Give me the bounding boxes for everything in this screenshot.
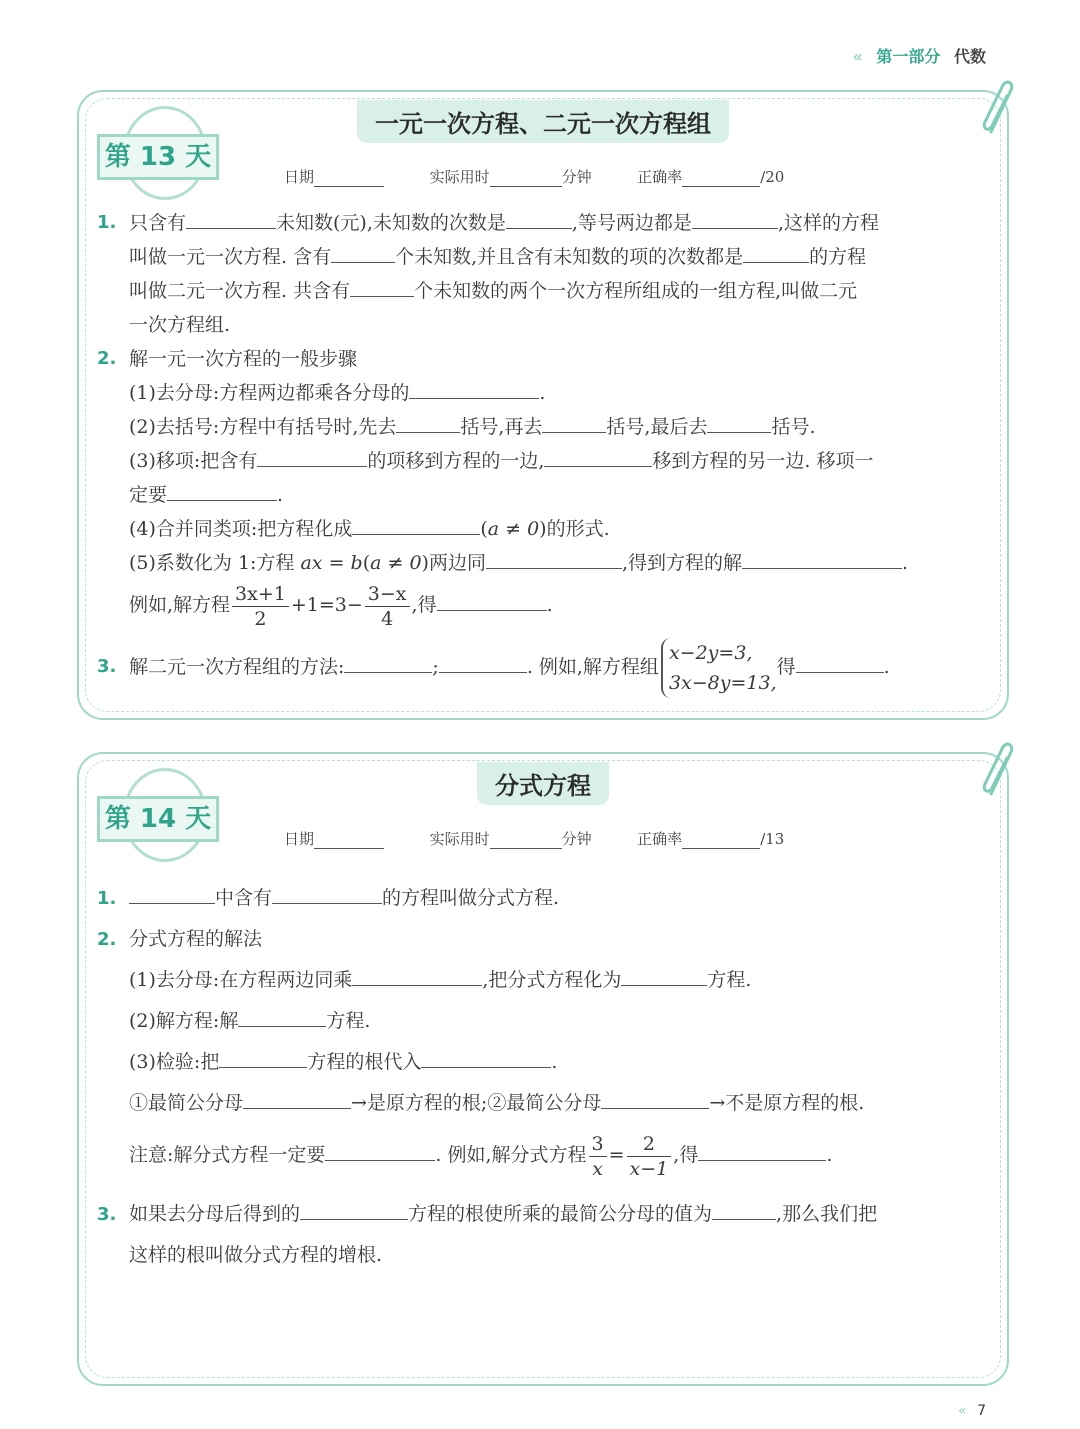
time-label: 实际用时 — [429, 830, 490, 848]
text: 方程的根使所乘的最简公分母的值为 — [408, 1203, 713, 1225]
date-label: 日期 — [284, 830, 315, 848]
blank[interactable] — [352, 963, 482, 986]
text: 的方程 — [809, 246, 867, 268]
text: (3)移项:把含有 — [129, 450, 258, 472]
day-13-card — [77, 90, 1009, 720]
example-line — [129, 580, 987, 630]
text: ( — [362, 552, 371, 574]
day-badge — [97, 762, 237, 874]
text: (2)去括号:方程中有括号时,先去 — [129, 416, 397, 438]
page-header — [852, 44, 986, 67]
text: 括号,最后去 — [606, 416, 708, 438]
blank[interactable] — [331, 240, 395, 263]
day-badge-label: 第 14 天 — [97, 796, 219, 842]
text: 移到方程的另一边. 移项一 — [652, 450, 874, 472]
text: →不是原方程的根. — [709, 1092, 865, 1114]
text: 括号. — [771, 416, 816, 438]
text: 注意:解分式方程一定要 — [129, 1144, 326, 1166]
text: )两边同 — [421, 552, 486, 574]
date-field[interactable] — [314, 832, 384, 849]
text: . — [902, 552, 909, 574]
equation-system — [661, 638, 777, 698]
text: 方程的根代入 — [307, 1051, 422, 1073]
time-field[interactable] — [490, 832, 562, 849]
accuracy-field[interactable] — [682, 170, 760, 187]
question-1 — [97, 206, 987, 342]
day-badge — [97, 100, 237, 212]
blank[interactable] — [257, 444, 367, 467]
text: ,把分式方程化为 — [482, 969, 622, 991]
meta-row — [284, 166, 784, 187]
question-3 — [97, 1194, 987, 1276]
accuracy-label: 正确率 — [637, 168, 683, 186]
text: (1)去分母:方程两边都乘各分母的 — [129, 382, 410, 404]
chevron-left-icon: « — [958, 1403, 967, 1419]
blank[interactable] — [712, 1197, 776, 1220]
page-title: 一元一次方程、二元一次方程组 — [357, 100, 729, 143]
blank[interactable] — [621, 963, 707, 986]
text: ①最简公分母 — [129, 1092, 244, 1114]
question-number: 1. — [97, 888, 117, 909]
paperclip-icon — [977, 76, 1021, 140]
part-label: 第一部分 — [876, 47, 941, 66]
text: 个未知数的两个一次方程所组成的一组方程,叫做二元 — [414, 280, 858, 302]
denominator: 2 — [254, 607, 267, 630]
text: 只含有 — [129, 212, 187, 234]
text: 这样的根叫做分式方程的增根. — [129, 1244, 383, 1266]
page-footer — [958, 1403, 986, 1419]
text: (3)检验:把 — [129, 1051, 220, 1073]
blank[interactable] — [486, 546, 622, 569]
blank[interactable] — [219, 1045, 307, 1068]
fraction — [365, 582, 410, 631]
text: (5)系数化为 1:方程 — [129, 552, 301, 574]
accuracy-total: /20 — [760, 168, 785, 186]
question-number: 3. — [97, 656, 117, 677]
text: 个未知数,并且含有未知数的项的次数都是 — [395, 246, 744, 268]
question-3 — [97, 636, 987, 698]
numerator: 2 — [627, 1132, 672, 1157]
blank[interactable] — [300, 1197, 408, 1220]
text: 括号,再去 — [460, 416, 543, 438]
section-label: 代数 — [953, 47, 986, 66]
text: . — [546, 594, 553, 616]
chevron-left-icon: « — [852, 47, 863, 66]
denominator: x−1 — [629, 1157, 669, 1180]
text: . — [826, 1144, 833, 1166]
blank[interactable] — [272, 881, 382, 904]
text: ( — [480, 518, 488, 540]
denominator: x — [592, 1157, 603, 1180]
blank[interactable] — [707, 410, 771, 433]
text: ,得 — [411, 594, 437, 616]
equation: 3x−8y=13, — [668, 672, 777, 694]
text: 一次方程组. — [129, 314, 231, 336]
question-number: 3. — [97, 1204, 117, 1225]
math: +1=3− — [290, 594, 363, 616]
fraction — [627, 1132, 672, 1181]
meta-row — [284, 828, 784, 849]
text: ,得 — [673, 1144, 699, 1166]
text: →是原方程的根;②最简公分母 — [351, 1092, 602, 1114]
math: a ≠ 0 — [370, 552, 422, 574]
blank[interactable] — [601, 1086, 709, 1109]
text: ,这样的方程 — [777, 212, 879, 234]
text: 例如,解方程 — [129, 594, 231, 616]
text: 叫做一元一次方程. 含有 — [129, 246, 332, 268]
page-title: 分式方程 — [477, 762, 609, 805]
text: . — [277, 484, 284, 506]
text: 得 — [776, 656, 796, 678]
blank[interactable] — [796, 650, 884, 673]
question-title: 分式方程的解法 — [129, 928, 263, 950]
text: 的方程叫做分式方程. — [382, 887, 560, 909]
math: ax = b — [300, 552, 363, 574]
blank[interactable] — [421, 1045, 551, 1068]
question-number: 2. — [97, 348, 117, 369]
blank[interactable] — [742, 546, 902, 569]
question-title: 解一元一次方程的一般步骤 — [129, 348, 358, 370]
blank[interactable] — [352, 512, 480, 535]
blank[interactable] — [544, 444, 652, 467]
blank[interactable] — [243, 1086, 351, 1109]
text: ,得到方程的解 — [621, 552, 743, 574]
note-line — [129, 1124, 987, 1186]
text: . — [551, 1051, 558, 1073]
day-14-card — [77, 752, 1009, 1386]
text: 未知数(元),未知数的次数是 — [276, 212, 506, 234]
time-label: 实际用时 — [429, 168, 490, 186]
question-1 — [97, 878, 987, 919]
blank[interactable] — [350, 274, 414, 297]
blank[interactable] — [238, 1004, 326, 1027]
blank[interactable] — [743, 240, 809, 263]
blank[interactable] — [325, 1138, 435, 1161]
text: 如果去分母后得到的 — [129, 1203, 301, 1225]
text: ; — [432, 656, 439, 678]
text: ,等号两边都是 — [571, 212, 692, 234]
day-14-content — [97, 878, 987, 1276]
page-number: 7 — [977, 1403, 986, 1419]
text: 定要 — [129, 484, 168, 506]
minutes-label: 分钟 — [561, 168, 592, 186]
text: 的项移到方程的一边, — [367, 450, 545, 472]
accuracy-total: /13 — [760, 830, 785, 848]
question-2 — [97, 919, 987, 1186]
numerator: 3−x — [365, 582, 410, 607]
text: . 例如,解分式方程 — [435, 1144, 587, 1166]
blank[interactable] — [698, 1138, 826, 1161]
accuracy-label: 正确率 — [637, 830, 683, 848]
numerator: 3x+1 — [232, 582, 289, 607]
text: )的形式. — [539, 518, 610, 540]
date-label: 日期 — [284, 168, 315, 186]
time-field[interactable] — [490, 170, 562, 187]
text: . — [883, 656, 890, 678]
text: (4)合并同类项:把方程化成 — [129, 518, 353, 540]
day-badge-label: 第 13 天 — [97, 134, 219, 180]
blank[interactable] — [692, 206, 778, 229]
numerator: 3 — [589, 1132, 607, 1157]
equation: x−2y=3, — [668, 642, 753, 664]
text: 方程. — [326, 1010, 371, 1032]
blank[interactable] — [129, 881, 215, 904]
question-number: 1. — [97, 212, 117, 233]
text: (1)去分母:在方程两边同乘 — [129, 969, 353, 991]
text: 解二元一次方程组的方法: — [129, 656, 345, 678]
paperclip-icon — [977, 738, 1021, 802]
blank[interactable] — [344, 650, 432, 673]
denominator: 4 — [381, 607, 394, 630]
fraction — [232, 582, 289, 631]
text: . 例如,解方程组 — [526, 656, 659, 678]
text: 中含有 — [215, 887, 273, 909]
text: 方程. — [707, 969, 752, 991]
question-2 — [97, 342, 987, 630]
text: 叫做二元一次方程. 共含有 — [129, 280, 351, 302]
text: (2)解方程:解 — [129, 1010, 239, 1032]
text: . — [539, 382, 546, 404]
math: = — [608, 1144, 625, 1166]
blank[interactable] — [409, 376, 539, 399]
blank[interactable] — [506, 206, 572, 229]
question-number: 2. — [97, 929, 117, 950]
blank[interactable] — [186, 206, 276, 229]
day-13-content — [97, 206, 987, 698]
blank[interactable] — [439, 650, 527, 673]
date-field[interactable] — [314, 170, 384, 187]
blank[interactable] — [542, 410, 606, 433]
math: a ≠ 0 — [487, 518, 540, 540]
accuracy-field[interactable] — [682, 832, 760, 849]
fraction — [589, 1132, 607, 1181]
text: ,那么我们把 — [776, 1203, 878, 1225]
blank[interactable] — [396, 410, 460, 433]
minutes-label: 分钟 — [561, 830, 592, 848]
blank[interactable] — [167, 478, 277, 501]
blank[interactable] — [437, 588, 547, 611]
